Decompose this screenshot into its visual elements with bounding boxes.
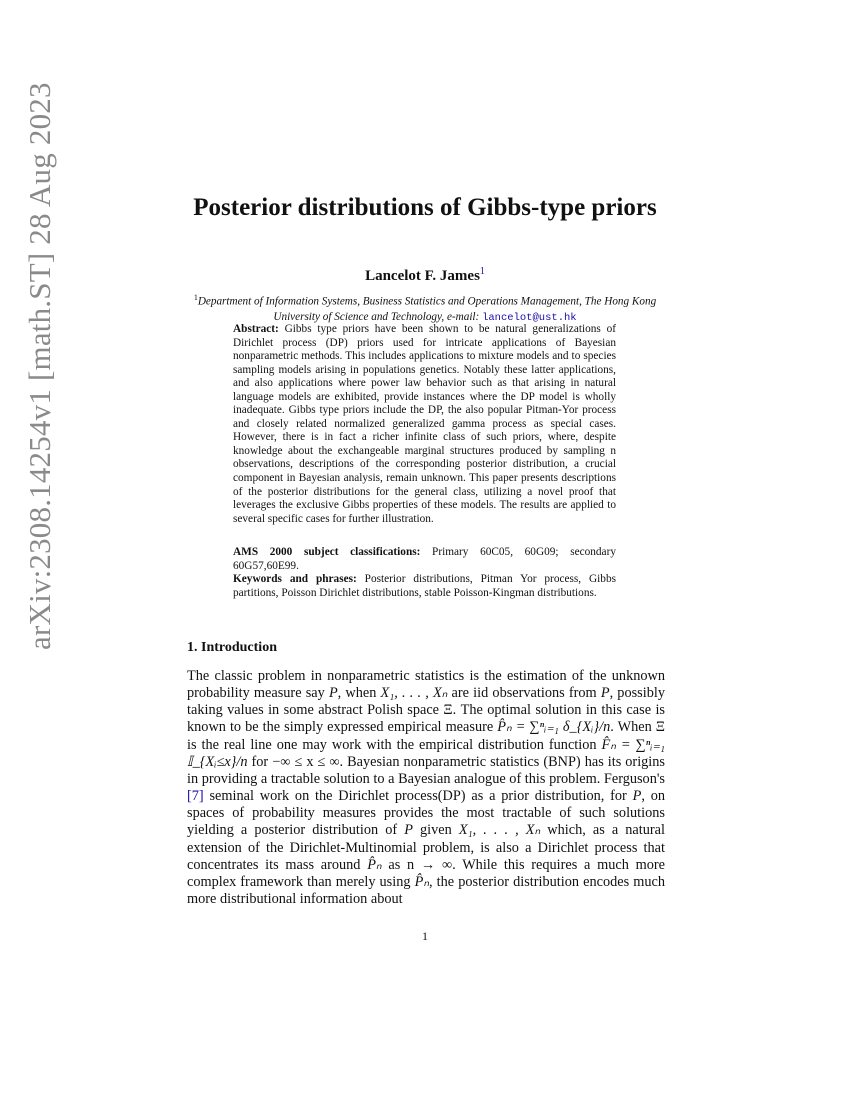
intro-text-segment: as n → ∞. While this requires a much more complex framework than merely using <box>187 856 665 890</box>
abstract-text: Gibbs type priors have been shown to be natural generalizations of Dirichlet process (DP) priors used for intricate applications of Bayesian nonparametric methods. This includes applications to mixture models and to species sampling models arising in populations genetics. Notably these latter applications, and also applications where power law behavior such as that arising in natural language models are exhibited, provide instances where the DP model is wholly inadequate. Gibbs type priors include the DP, the also popular Pitman-Yor process and closely related normalized generalized gamma process as special cases. However, there is in fact a richer infinite class of such priors, where, despite knowledge about the exchangeable marginal structures produced by sampling n observations, descriptions of the corresponding posterior distribution, a crucial component in Bayesian analysis, remain unknown. This paper presents descriptions of the posterior distributions for the general class, utilizing a novel proof that leverages the exclusive Gibbs properties of these models. The results are applied to several specific cases for further illustration. <box>233 323 617 525</box>
math-empirical-distribution: F̂ₙ = ∑ⁿᵢ₌₁ 𝕀_{Xᵢ≤x}/n <box>187 736 665 770</box>
introduction-paragraph <box>187 668 665 908</box>
intro-text-segment: for −∞ ≤ x ≤ ∞. Bayesian nonparametric statistics (BNP) has its origins in providing a tractable solution to a Bayesian analogue of this problem. Ferguson's <box>187 753 665 787</box>
intro-text-segment: , on spaces of probability measures provides the most tractable of such solutions yielding a posterior distribution of <box>187 788 665 839</box>
author-email-link[interactable]: lancelot@ust.hk <box>482 311 577 324</box>
intro-text-segment: , possibly taking values in some abstract Polish space Ξ. The optimal solution in this case is known to be the simply expressed empirical measure <box>187 685 665 736</box>
math-P-hat: P̂ₙ <box>367 856 382 873</box>
math-empirical-measure: P̂ₙ = ∑ⁿᵢ₌₁ δ_{Xᵢ}/n <box>497 719 611 736</box>
abstract <box>233 323 616 526</box>
abstract-label: Abstract: <box>233 323 279 335</box>
intro-text-segment: which, as a natural extension of the Dirichlet-Multinomial problem, is also a Dirichlet process that concentrates its mass around <box>187 822 665 873</box>
ams-label: AMS 2000 subject classifications: <box>233 546 421 558</box>
math-P: P <box>328 685 338 702</box>
arxiv-stamp-text: arXiv:2308.14254v1 [math.ST] 28 Aug 2023 <box>22 82 57 650</box>
author-line <box>185 266 665 285</box>
math-P-hat: P̂ₙ <box>414 873 430 890</box>
ams-text: Primary 60C05, 60G09; secondary 60G57,60E99. <box>233 546 616 572</box>
author-affiliation-marker[interactable]: 1 <box>479 266 485 277</box>
section-heading-introduction: 1. Introduction <box>187 640 277 655</box>
math-X-sequence: X₁, . . . , Xₙ <box>458 822 541 839</box>
paper-title: Posterior distributions of Gibbs-type priors <box>193 194 657 221</box>
affiliation <box>185 290 665 326</box>
intro-text-segment: , the posterior distribution encodes much more distributional information about <box>187 873 665 908</box>
page-number: 1 <box>422 929 428 943</box>
intro-text-segment: are iid observations from <box>447 685 601 702</box>
math-P: P <box>600 685 610 702</box>
keywords-label: Keywords and phrases: <box>233 573 357 585</box>
intro-text-segment: seminal work on the Dirichlet process(DP) as a prior distribution, for <box>203 788 633 805</box>
math-X-sequence: X₁, . . . , Xₙ <box>380 685 448 702</box>
author-name: Lancelot F. James <box>365 268 480 284</box>
math-P: P <box>632 788 642 805</box>
math-P: P <box>404 822 413 839</box>
keywords <box>233 573 616 600</box>
keywords-text: Posterior distributions, Pitman Yor process, Gibbs partitions, Poisson Dirichlet distributions, stable Poisson-Kingman distributions. <box>233 573 617 599</box>
intro-text-segment: The classic problem in nonparametric statistics is the estimation of the unknown probability measure say <box>187 668 665 702</box>
intro-text-segment: given <box>412 822 459 839</box>
citation-link[interactable]: [7] <box>187 788 204 805</box>
affiliation-text: Department of Information Systems, Business Statistics and Operations Management, The Hong Kong University of Science and Technology, e-mail: <box>197 295 657 323</box>
intro-text-segment: , when <box>337 685 381 702</box>
affiliation-marker: 1 <box>193 293 198 302</box>
intro-text-segment: . When Ξ is the real line one may work with the empirical distribution function <box>187 719 665 753</box>
ams-classification <box>233 546 616 573</box>
